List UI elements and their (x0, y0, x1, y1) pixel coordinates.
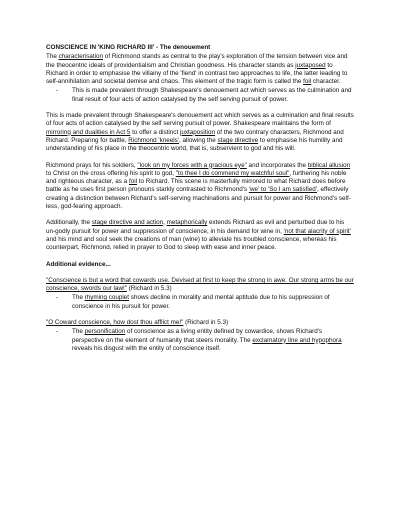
bullet-dash: - (56, 328, 59, 336)
quote-conscience-word: "Conscience is but a word that cowards use. Devised at first to keep the strong in awe. Our strong arms be our conscience, swords our law!" (Richard in 5.3) (46, 276, 354, 293)
term-metaphorically: metaphorically (166, 219, 208, 227)
term-characterisation: characterisation (58, 53, 104, 61)
term-foil-2: foil (128, 178, 138, 186)
document-title: CONSCIENCE IN 'KING RICHARD III' - The denouement (46, 44, 211, 51)
term-biblical-allusion: biblical allusion (307, 161, 351, 169)
term-richmond-kneels: Richmond 'kneels' (128, 136, 179, 144)
term-juxtaposed: juxtaposed (295, 61, 326, 69)
bullet-denouement: - This is made prevalent through Shakespeare's denouement act which serves as the culmination and final result of four acts of action catalysed by the self serving pursuit of power. (56, 87, 352, 103)
term-stage-directive: stage directive (217, 136, 259, 144)
heading-additional-evidence: Additional evidence... (46, 260, 111, 268)
paragraph-wine: Additionally, the stage directive and action, metaphorically extends Richard as evil and perturbed due to his un-godly pursuit for power and suppression of conscience, in his demand for wine in, 'not that alacrity of spirit' and his mind and soul seek the creations of man (wine) to alleviate his troubled conscience, whereas his counterpart, Richmond, relied in prayer to God to sleep with ease and inner peace. (46, 219, 351, 252)
term-exclamatory-hypophora: exclamatory line and hypophora (252, 336, 342, 344)
quote-we-satisfied: 'we' to 'So I am satisfied' (248, 186, 317, 194)
quote-coward-conscience: "O Coward conscience, how dost thou afflict me!" (Richard in 5.3) (46, 319, 229, 327)
bullet-personification: - The personification of conscience as a living entity defined by cowardice, shows Richard's perspective on the element of humanity that steers morality. The exclamatory line and hypophora reveals his disgust with the entity of conscience itself. (56, 328, 342, 352)
term-juxtaposition: juxtaposition (179, 128, 215, 136)
paragraph-intro: The characterisation of Richmond stands as central to the play's exploration of the tension between vice and the theocentric ideals of providentialism and Christian goodness. His character stands as juxtaposed to Richard in order to emphasise the villainy of the 'fiend' in contrast two approaches to life, the latter leading to self-annihilation and societal demise and chaos. This element of the tragic form is called the foil character. (46, 53, 348, 86)
term-stage-directive-action: stage directive and action (91, 219, 164, 227)
term-rhyming-couplet: rhyming couplet (84, 294, 130, 302)
quote-watchful-soul: "to thee I do commend my watchful soul" (175, 169, 290, 177)
bullet-dash: - (56, 294, 59, 302)
bullet-dash: - (56, 87, 59, 95)
paragraph-mirroring: This is made prevalent through Shakespeare's denouement act which serves as a culmination and final results of four acts of action catalysed by the self serving pursuit of power. Shakespeare maintains the form of mirroring and dualities in Act 5 to offer a distinct juxtaposition of the two contrary characters, Richmond and Richard. Preparing for battle, Richmond 'kneels', allowing the stage directive to emphasise his humility and understanding of his place in the theocentric world, that is, subservient to god and his will. (46, 112, 354, 153)
quote-gracious-eye: "look on my forces with a gracious eye" (137, 161, 247, 169)
paragraph-prayer: Richmond prays for his soldiers, "look on my forces with a gracious eye" and incorporates the biblical allusion to Christ on the cross offering his spirit to god, "to thee I do commend my watchful soul", furthering his noble and righteous character, as a foil to Richard. This scene is masterfully mirrored to what Richard does before battle as he uses first person pronouns starkly contrasted to Richmond's 'we' to 'So I am satisfied', effectively creating a distinction between Richard's self-serving machinations and pursuit for power and Richmond's self-less, god-fearing approach. (46, 161, 351, 211)
term-mirroring: mirroring and dualities in Act 5 (46, 128, 131, 136)
term-personification: personification (84, 328, 126, 336)
bullet-rhyming-couplet: - The rhyming couplet shows decline in morality and mental aptitude due to his suppression of conscience in his pursuit for power. (56, 294, 330, 310)
term-foil: foil (303, 78, 312, 86)
quote-alacrity: 'not that alacrity of spirit' (283, 227, 351, 235)
